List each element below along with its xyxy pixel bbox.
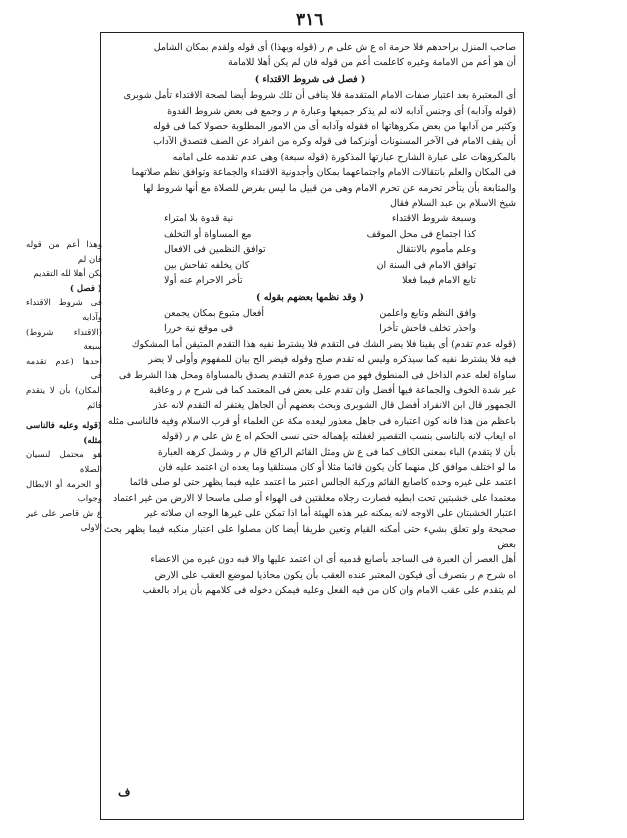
verse-hemistich: وعلم مأموم بالانتقال: [396, 244, 476, 256]
margin-line: هو محتمل لنسيان الصلاة: [26, 450, 102, 475]
verse-line: [104, 273, 516, 288]
verse-hemistich: توافق الامام فى السنة ان: [376, 259, 476, 271]
text-line: شيخ الاسلام بن عبد السلام فقال: [389, 198, 516, 210]
text-line: ساواة لعله عدم الداخل فى المنطوق فهو من صورة عدم التقدم يصدق بالمساواة ومحل هذا الشرط فى: [118, 369, 516, 381]
margin-line: المكان) بأن لا يتقدم قائم: [26, 385, 102, 411]
text-line: اعتمد على غيره وحده كاصابع القائم وركبة الجالس اعتبر ما اعتمد عليه فيما يظهر حتى لو صلى قائما: [129, 477, 516, 489]
section-heading: ( فصل فى شروط الاقتداء ): [254, 73, 366, 85]
margin-line: فى شروط الاقتداء وآدابه: [26, 298, 102, 323]
text-line: اعتبار الخشبتان على الاوجه لانه يمكنه غير هذه الهيئة أما اذا تمكن على غيرها الوجه ان صلاته غير: [144, 508, 516, 520]
verse-hemistich: واحذر تخلف فاحش تأخرا: [379, 323, 476, 335]
text-line: أى المعتبرة بعد اعتبار صفات الامام المتقدمة فلا ينافى أن تلك شروط أيضا لصحة الاقتداء تأمل شوبرى: [123, 90, 516, 102]
text-line: غير شدة الخوف والجماعة فيها أفضل وان تقدم على بعض فى المعتمد كما فى شرح م ر وعاقبة: [149, 384, 516, 396]
text-line: فيه فلا يشترط نفيه كما سيذكره وليس له تقدم صلح وقوله فيضر الح بيان للمفهوم وأولى لا يضر: [148, 354, 516, 366]
verse-line: [104, 211, 516, 226]
verse-hemistich: تأخر الاحرام عنه أولا: [164, 275, 243, 287]
verse-hemistich: تابع الامام فيما فعلا: [402, 275, 476, 287]
text-line: صحيحة ولو تعلق بشيء حتى أمكنه القيام وتعين طريقا أيضا كان مصلوا على اعتبار منكبه فيما يظهر بحث بعض: [104, 523, 516, 550]
verse-line: [104, 321, 516, 336]
section-heading: ( وقد نظمها بعضهم بقوله ): [256, 291, 364, 303]
text-line: أن يقف الامام فى الآخر المسنونات أونزكما فى قوله وكره من انفراد عن الصف فتصدق الآداب: [153, 136, 516, 148]
catchword: ف: [118, 785, 131, 799]
verse-hemistich: كان يخلفه تفاحش بين: [164, 259, 250, 271]
verse-hemistich: نية قدوة بلا امتراء: [164, 213, 234, 225]
text-line: أن هو أعم من الامامة وغيره كاعلمت أعم من قوله فان لم يكن أهلا للامامة: [227, 57, 516, 69]
text-line: معتمدا على خشبتين تحت ابطيه فصارت رجلاه معلقتين فى الهواء أو صلى ماسحا لا الارض من غير اعتماد: [112, 492, 516, 504]
text-line: (قوله وآدابه) أى وجنس آدابه لانه لم يذكر جميعها وعبارة م ر وجمع فى بعض شروط القدوة: [167, 105, 516, 117]
text-line: (قوله عدم تقدم) أى يقينا فلا يضر الشك فى التقدم فلا يشترط نفيه هذا التقدم المتيقن أما المشكوك: [131, 338, 516, 350]
text-line: والمتابعة بأن يتأخر تحرمه عن تحرم الامام وهى من قبيل ما ليس بفرض للصلاة مع أنها شروط لها: [143, 182, 516, 194]
text-line: بأن لا يتقدم) الباء بمعنى الكاف كما فى ع ش ومثل القائم الراكع قال م ر وشمل كرهه العبارة: [157, 446, 516, 458]
text-line: الجمهور قال ابن الانفراد أفضل قال الشوبرى وبحث بعضهم أن الجاهل يغتفر له التقدم لانه عذر: [153, 400, 516, 412]
margin-line: أو الحرمة أو الابطال وجواب: [26, 479, 102, 505]
verse-hemistich: كذا اجتماع فى محل الموقف: [366, 228, 476, 240]
margin-commentary: [26, 238, 102, 536]
verse-hemistich: أفعال متبوع بمكان يجمعن: [164, 307, 265, 319]
margin-line: أحدها (عدم تقدمه فى: [26, 356, 102, 382]
margin-line: وهذا أعم من قوله فان لم: [26, 240, 102, 265]
margin-line: يكن أهلا لله التقديم: [33, 269, 102, 280]
text-line: صاحب المنزل براحدهم فلا حرمة اه ع ش على م ر (قوله وبهذا) أى قوله ولقدم بمكان الشامل: [153, 42, 516, 53]
verse-hemistich: فى موقع نية خررا: [164, 323, 234, 335]
margin-line: ( فصل ): [69, 283, 102, 294]
verse-line: [104, 306, 516, 321]
verse-hemistich: وافق النظم وتابع واعلمن: [379, 307, 476, 319]
text-line: فى المكان والعلم بانتقالات الامام واجتماعهما بمكان وأجدونية الاقتداء والجماعة وتوافق نظم صلاتهما: [131, 167, 516, 179]
text-line: لم يتقدم على عقب الامام وان كان من فيه الفعل وعليه فيمكن دخوله فى كلامهم بأن يراد بالعقب: [142, 585, 516, 597]
text-line: وكثير من آدابها من بعض مكروهاتها اه فقوله وآدابه أى من الامور المطلوبة حصولا كما فى قوله: [152, 121, 516, 133]
margin-line: (قوله وعليه فالناسى مثله): [26, 421, 102, 446]
verse-hemistich: وسبعة شروط الاقتداء: [391, 213, 476, 225]
verse-line: [104, 227, 516, 242]
verse-line: [104, 258, 516, 273]
text-line: بالمكروهات على عبارة الشارح عبارتها المذكورة (قوله سبعة) وهى عدم تقدمه على امامه: [172, 151, 516, 163]
text-line: باعظم من هذا فانه كون اعتباره فى جاهل معذور ليعده مكة عن العلماء أو قرب الاسلام وفيه فالناسى مثله: [107, 415, 516, 427]
margin-line: (الاقتداء شروط) سبعة: [26, 327, 102, 353]
main-text-block: [104, 40, 516, 780]
page-number: ٣١٦: [296, 10, 324, 30]
margin-line: ع ش قاصر على غير الاولى: [26, 508, 102, 534]
text-line: اه شرح م ر بتصرف أى فيكون المعتبر عنده العقب بأن يكون محاذيا لموضع العقب على الارض: [154, 569, 516, 581]
text-line: اه ايعاب لانه بالناسى بنسب التقصير لغفلته بإهماله حتى نسى الحكم اه ع ش على م ر (قوله: [161, 431, 516, 443]
text-line: أهل العصر أن العبرة فى الساجد بأصابع قدميه أى ان اعتمد عليها والا فبه دون غيره من الاعضاء: [150, 554, 516, 566]
text-line: ما لو اختلف موافق كل منهما كأن يكون قائما مثلا أو كان مستلقيا وما يعده ان اعتمد عليه فان: [158, 461, 516, 473]
verse-line: [104, 242, 516, 257]
verse-hemistich: مع المساواة أو التخلف: [164, 228, 252, 240]
verse-hemistich: توافق النظمين فى الافعال: [164, 244, 266, 256]
